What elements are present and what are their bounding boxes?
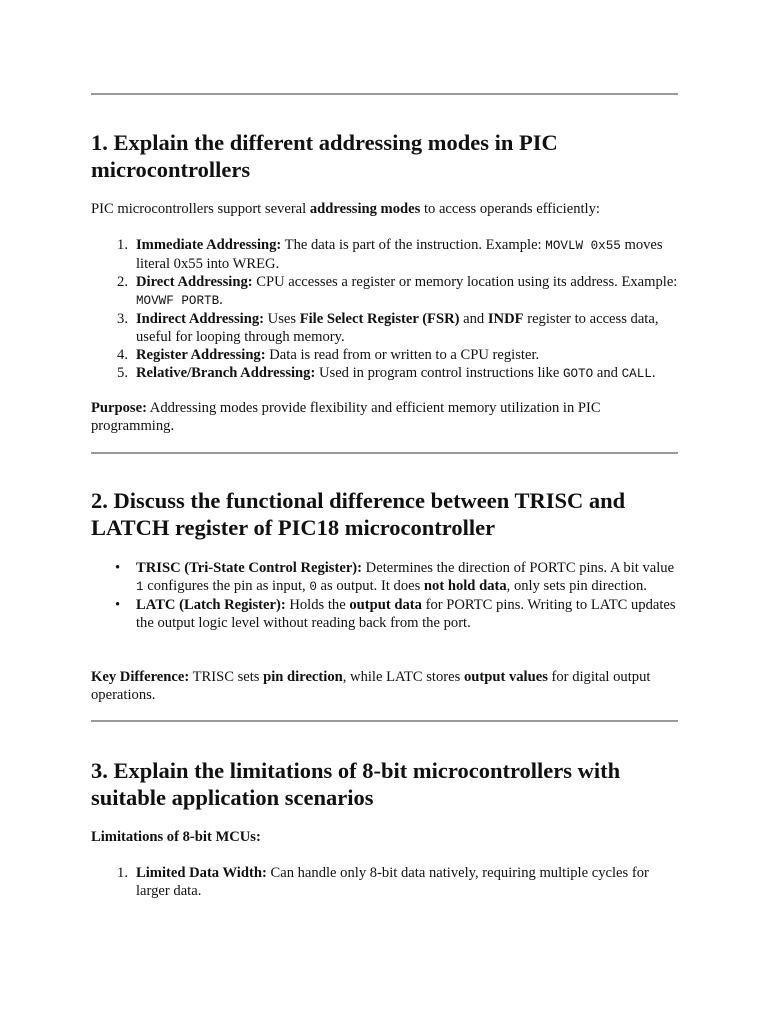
divider [91, 93, 678, 95]
divider [91, 720, 678, 722]
list-item: • TRISC (Tri-State Control Register): Determines the direction of PORTC pins. A bit value 1 configures the pin as input, 0 as output. It does not hold data, only sets pin direction. [115, 560, 675, 594]
list-item: 1. Immediate Addressing: The data is part of the instruction. Example: MOVLW 0x55 moves literal 0x55 into WREG. [117, 237, 663, 272]
section-2-heading: 2. Discuss the functional difference between TRISC and LATCH register of PIC18 microcontroller [91, 488, 626, 540]
register-bullet-list [91, 559, 678, 632]
section-1-heading: 1. Explain the different addressing modes in PIC microcontrollers [91, 130, 558, 182]
section-3-heading: 3. Explain the limitations of 8-bit microcontrollers with suitable application scenarios [91, 758, 621, 810]
list-item: • LATC (Latch Register): Holds the output data for PORTC pins. Writing to LATC updates the output logic level without reading back from the port. [115, 597, 676, 631]
list-item: 5. Relative/Branch Addressing: Used in program control instructions like GOTO and CALL. [117, 365, 656, 381]
list-item: 4. Register Addressing: Data is read from or written to a CPU register. [117, 347, 540, 363]
limitations-list [91, 864, 678, 900]
list-item: 1. Limited Data Width: Can handle only 8-bit data natively, requiring multiple cycles for larger data. [117, 865, 649, 899]
list-item: 2. Direct Addressing: CPU accesses a register or memory location using its address. Example: MOVWF PORTB. [117, 274, 678, 308]
addressing-modes-list [91, 236, 678, 383]
section-3-subheading: Limitations of 8-bit MCUs: [91, 829, 261, 845]
list-item: 3. Indirect Addressing: Uses File Select Register (FSR) and INDF register to access data, useful for looping through memory. [117, 311, 659, 345]
section-1-intro: PIC microcontrollers support several addressing modes to access operands efficiently: [91, 201, 600, 217]
divider [91, 452, 678, 454]
section-2-key-difference: Key Difference: TRISC sets pin direction, while LATC stores output values for digital output operations. [91, 669, 651, 703]
section-1-purpose: Purpose: Addressing modes provide flexibility and efficient memory utilization in PIC programming. [91, 400, 601, 434]
